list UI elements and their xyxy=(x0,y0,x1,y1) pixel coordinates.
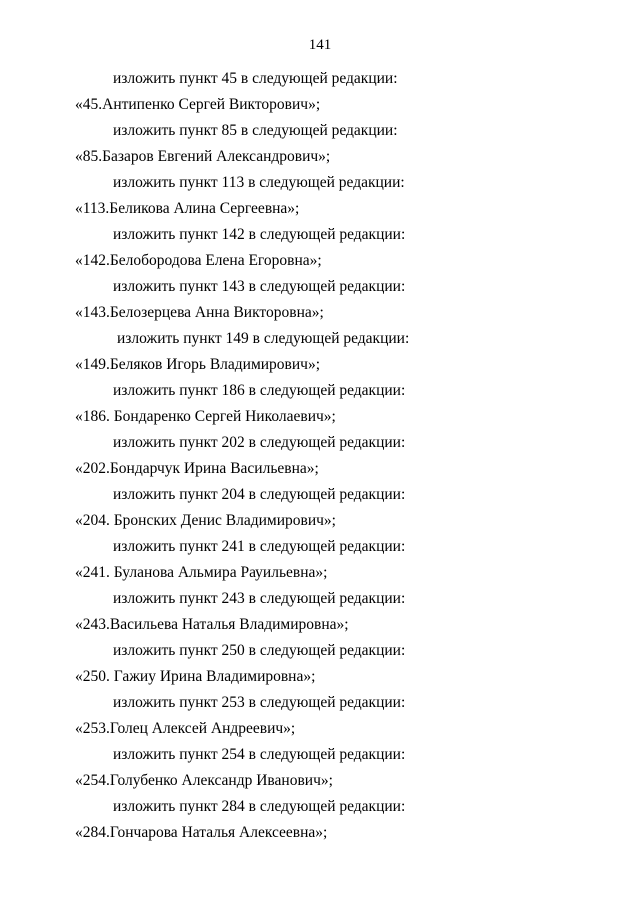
amendment-entry: «243.Васильева Наталья Владимировна»; xyxy=(75,616,349,633)
amendment-instruction: изложить пункт 45 в следующей редакции: xyxy=(113,70,398,87)
amendment-entry: «113.Беликова Алина Сергеевна»; xyxy=(75,200,300,217)
amendment-entry: «149.Беляков Игорь Владимирович»; xyxy=(75,356,321,373)
amendment-instruction: изложить пункт 204 в следующей редакции: xyxy=(113,486,406,503)
amendment-instruction: изложить пункт 143 в следующей редакции: xyxy=(113,278,406,295)
amendment-instruction: изложить пункт 85 в следующей редакции: xyxy=(113,122,398,139)
amendment-entry: «254.Голубенко Александр Иванович»; xyxy=(75,772,333,789)
amendment-instruction: изложить пункт 149 в следующей редакции: xyxy=(117,330,410,347)
amendment-instruction: изложить пункт 250 в следующей редакции: xyxy=(113,642,406,659)
amendment-entry: «85.Базаров Евгений Александрович»; xyxy=(75,148,331,165)
amendment-instruction: изложить пункт 186 в следующей редакции: xyxy=(113,382,406,399)
amendment-entry: «186. Бондаренко Сергей Николаевич»; xyxy=(75,408,336,425)
amendment-entry: «45.Антипенко Сергей Викторович»; xyxy=(75,96,321,113)
amendment-instruction: изложить пункт 142 в следующей редакции: xyxy=(113,226,406,243)
amendment-list xyxy=(0,66,640,846)
page-number: 141 xyxy=(308,37,332,53)
amendment-entry: «241. Буланова Альмира Рауильевна»; xyxy=(75,564,328,581)
amendment-entry: «142.Белобородова Елена Егоровна»; xyxy=(75,252,322,269)
amendment-instruction: изложить пункт 241 в следующей редакции: xyxy=(113,538,406,555)
amendment-instruction: изложить пункт 243 в следующей редакции: xyxy=(113,590,406,607)
amendment-entry: «284.Гончарова Наталья Алексеевна»; xyxy=(75,824,328,841)
amendment-entry: «143.Белозерцева Анна Викторовна»; xyxy=(75,304,324,321)
amendment-entry: «253.Голец Алексей Андреевич»; xyxy=(75,720,296,737)
amendment-entry: «204. Бронских Денис Владимирович»; xyxy=(75,512,336,529)
amendment-instruction: изложить пункт 284 в следующей редакции: xyxy=(113,798,406,815)
amendment-instruction: изложить пункт 254 в следующей редакции: xyxy=(113,746,406,763)
amendment-instruction: изложить пункт 202 в следующей редакции: xyxy=(113,434,406,451)
amendment-entry: «250. Гажиу Ирина Владимировна»; xyxy=(75,668,316,685)
amendment-entry: «202.Бондарчук Ирина Васильевна»; xyxy=(75,460,319,477)
amendment-instruction: изложить пункт 253 в следующей редакции: xyxy=(113,694,406,711)
amendment-instruction: изложить пункт 113 в следующей редакции: xyxy=(113,174,405,191)
